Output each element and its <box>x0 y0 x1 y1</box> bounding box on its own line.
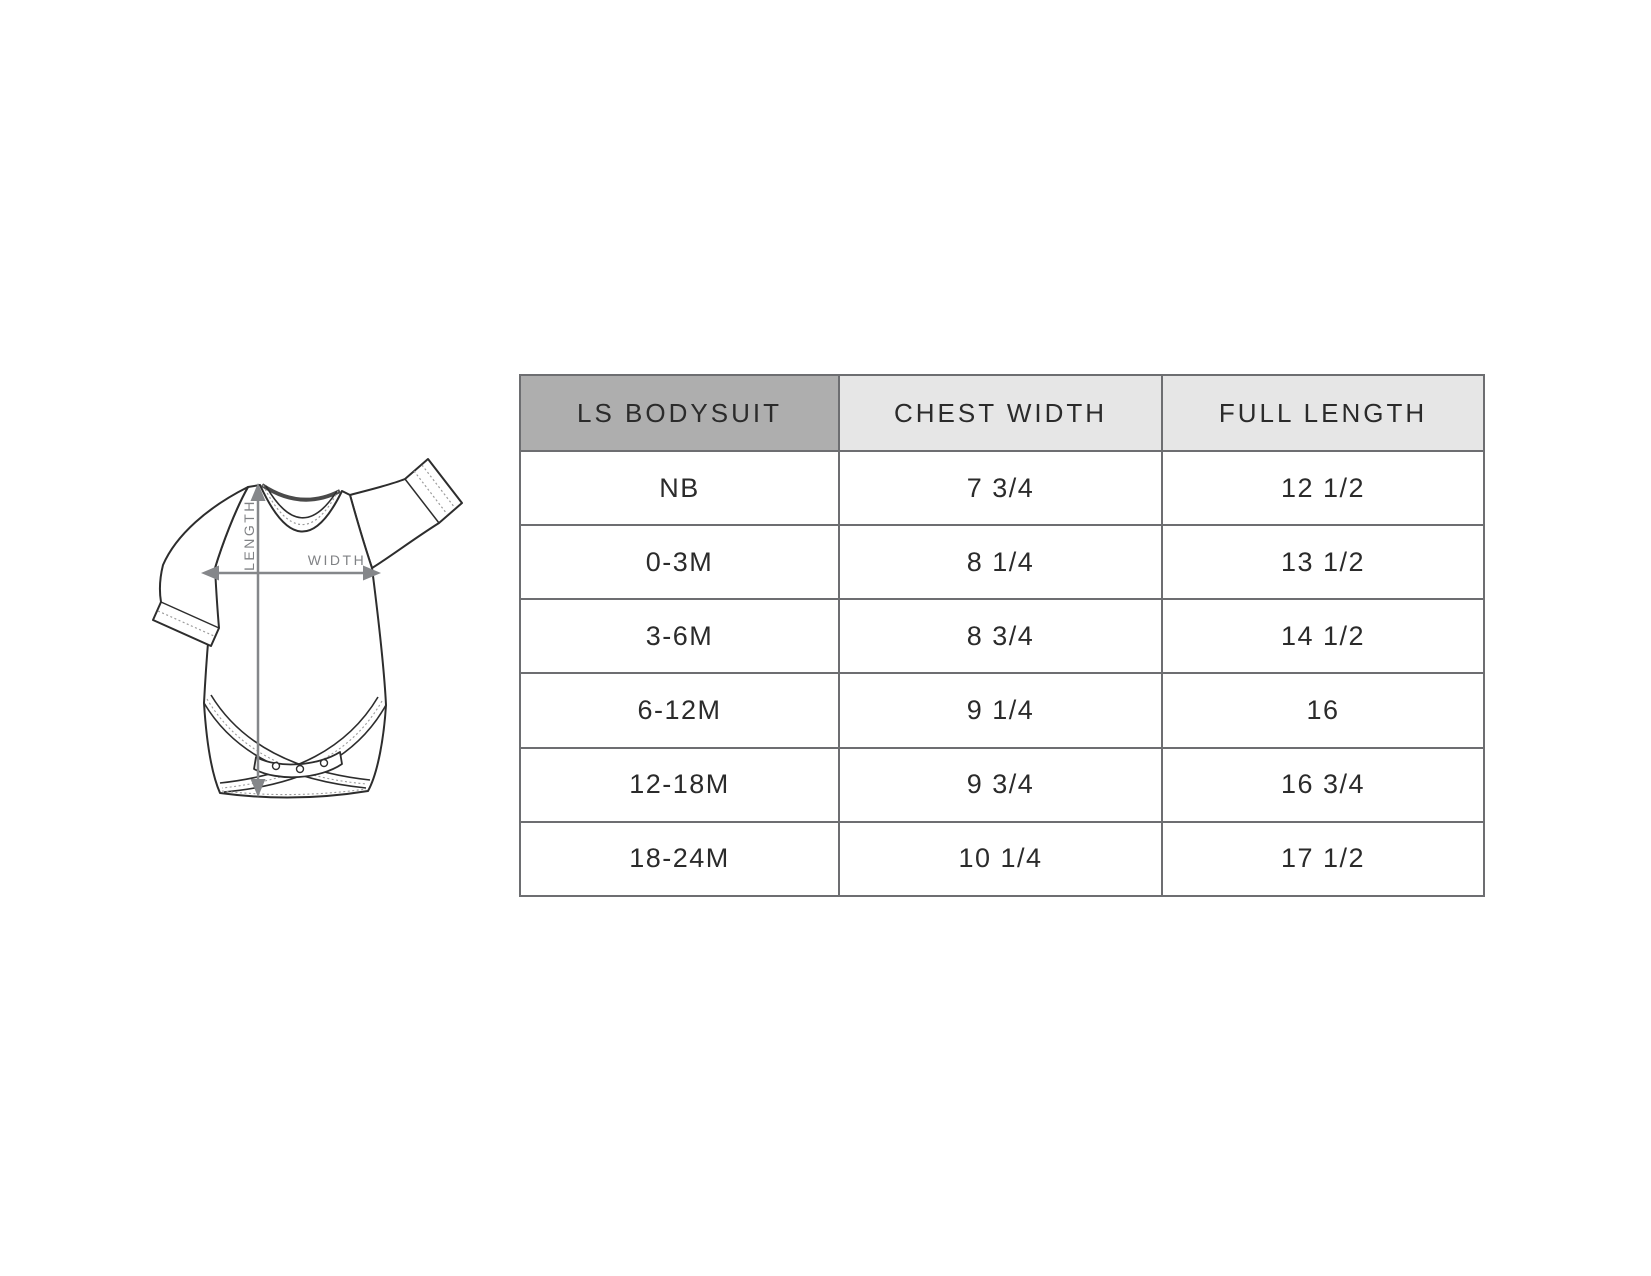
full-length-cell: 16 3/4 <box>1162 748 1484 822</box>
full-length-cell: 16 <box>1162 673 1484 747</box>
size-cell: 0-3M <box>520 525 839 599</box>
full-length-cell: 17 1/2 <box>1162 822 1484 896</box>
table-row <box>520 673 1484 747</box>
size-cell: 6-12M <box>520 673 839 747</box>
size-cell: 18-24M <box>520 822 839 896</box>
table-row <box>520 748 1484 822</box>
col-header-chest-width: CHEST WIDTH <box>839 375 1162 451</box>
col-header-full-length: FULL LENGTH <box>1162 375 1484 451</box>
size-cell: 12-18M <box>520 748 839 822</box>
snap-button <box>321 760 328 767</box>
chest-width-cell: 8 3/4 <box>839 599 1162 673</box>
table-row <box>520 822 1484 896</box>
chest-width-cell: 7 3/4 <box>839 451 1162 525</box>
body-outline <box>204 485 386 798</box>
snap-button <box>297 766 304 773</box>
col-header-product: LS BODYSUIT <box>520 375 839 451</box>
table-row <box>520 525 1484 599</box>
length-label: LENGTH <box>241 499 257 571</box>
width-label: WIDTH <box>307 552 367 568</box>
table-row <box>520 599 1484 673</box>
size-chart-table <box>519 374 1485 897</box>
bodysuit-diagram <box>150 435 480 810</box>
size-cell: NB <box>520 451 839 525</box>
full-length-cell: 12 1/2 <box>1162 451 1484 525</box>
chest-width-cell: 8 1/4 <box>839 525 1162 599</box>
chest-width-cell: 9 3/4 <box>839 748 1162 822</box>
chest-width-cell: 10 1/4 <box>839 822 1162 896</box>
full-length-cell: 14 1/2 <box>1162 599 1484 673</box>
full-length-cell: 13 1/2 <box>1162 525 1484 599</box>
table-row <box>520 451 1484 525</box>
header-row <box>520 375 1484 451</box>
bodysuit-sketch-svg <box>150 435 480 810</box>
snap-button <box>273 763 280 770</box>
chest-width-cell: 9 1/4 <box>839 673 1162 747</box>
size-cell: 3-6M <box>520 599 839 673</box>
